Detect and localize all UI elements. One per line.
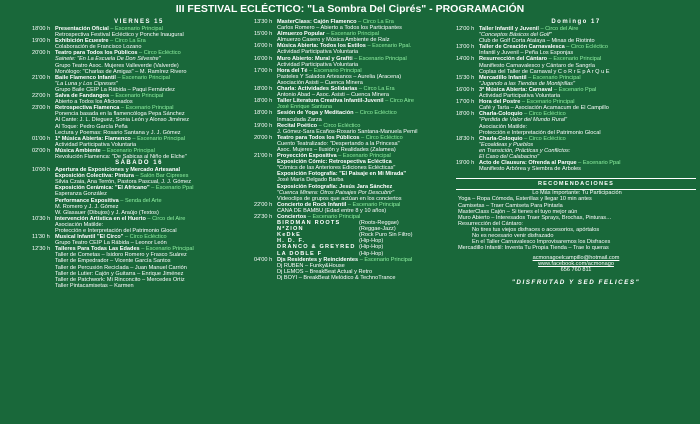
event-title: Al Toque: Pedro García Peña — [55, 123, 128, 130]
band-name: LA DOBLE F — [277, 250, 323, 257]
event-title: Actividad Participativa Voluntaria — [479, 93, 561, 100]
event-time: 19'00 h — [254, 122, 273, 129]
event-title: Café y Tarta – Asociación Acamacum de El Campillo — [479, 105, 609, 112]
event-title: Grupo Teatro CEIP La Rábida – Leonor León — [55, 240, 167, 247]
event-venue: – Escenario Principal — [306, 214, 361, 220]
event-title: Colaboración de Francisco Lozano — [55, 44, 142, 51]
event-title: Sainete: "En La Escuela De Don Silvestre" — [55, 56, 161, 63]
event-title: Charla: Actividades Solidarias — [277, 86, 358, 93]
event-venue: – Circo del Aire — [145, 215, 186, 222]
event-venue: – Escenario Principal — [358, 256, 413, 263]
band-genre: (Rock Puro Sin Filtro) — [359, 232, 413, 239]
event-title: Revolución Flamenca: "De Sabicas al Niño de Elche" — [55, 153, 187, 160]
recommendation-line: No tires tus viejos disfraces o accesorios, apórtalos — [472, 226, 600, 233]
event-venue: – Escenario Principal — [352, 55, 407, 62]
event-title: Musical Infantil "El Circo" — [55, 234, 124, 241]
event-venue: – Escenario Principal — [346, 201, 401, 208]
event-title: "Cómics de las Anteriores Ediciones Eclécticas" — [277, 165, 396, 172]
event-text — [479, 166, 696, 172]
event-title: Almuerzo Casero y Música Ambiente de Raíz — [277, 37, 390, 44]
event-venue: – Salón Bar Cipreses — [133, 173, 189, 180]
event-venue: – Escenario Principal — [139, 246, 194, 253]
event-title: Manifiesto Árbórea y Siembra de Árboles — [479, 166, 581, 173]
event-title: Teatro para Todos los Públicos — [55, 50, 138, 57]
event-title: Talleres Para Todas Las Edades — [55, 246, 140, 253]
recommendation-line: No es necesario venir disfrazado — [472, 233, 554, 239]
event-title: "Jugando a las Tiendas de Montijrillas" — [479, 80, 575, 87]
event-title: "Conceptos Básicos del Golf" — [479, 32, 552, 39]
event-title: Charla-Coloquio — [479, 111, 523, 118]
event-title: Grupo Teatro Asoc. Mujeres Valleverde (Valverde) — [55, 62, 179, 69]
event-venue: – Senda del Arte — [118, 197, 162, 204]
event-time: 12'30 h — [32, 246, 51, 253]
event-title: Ponencia basada en la flamencóloga Pepa Sánchez — [55, 111, 185, 118]
event-venue: – Circo del Aire — [538, 26, 579, 32]
event-title: "Cuenca Minera: Otros Paisajes Por Descubrir" — [277, 189, 395, 196]
event-time: 12'00 h — [456, 26, 475, 32]
event-venue: – Circo Ecléctico — [359, 134, 403, 141]
event-title: Taller de Patchwork: Mi Rinconcito – Mercedes Ortiz — [55, 276, 185, 283]
event-venue: – Circo Ecléctico — [522, 111, 566, 118]
event-title: Taller Pintacamisetas – Karmen — [55, 282, 134, 289]
event-title: Esperanza González — [55, 191, 107, 198]
event-time: 19'00 h — [32, 38, 51, 45]
event-time: 18'00 h — [32, 26, 51, 32]
event-title: José Enrique Santana — [277, 104, 333, 111]
event-time: 10'30 h — [32, 215, 51, 222]
event-time: 04'00 h — [254, 256, 273, 263]
event-title: Charla-Coloquio — [479, 135, 523, 142]
event-title: Carlos Romero – Abierto a Todos los Participantes — [277, 25, 402, 32]
event-title: Baile Flamenco Infantil — [55, 74, 116, 81]
event-time: 21'00 h — [254, 153, 273, 160]
band-name: H. D. F. — [277, 238, 306, 245]
event-title: M. Romero y J. J. Gómez — [55, 203, 119, 210]
event-title: 3ª Música Abierta: Carnaval — [479, 86, 553, 93]
event-title: Intervención Artística en el Huerto — [55, 215, 146, 222]
event-title: Exposición Cerámica: "El Africano" — [55, 185, 150, 192]
recommendation-line: Yoga – Ropa Cómoda, Esterillas y llegar 10 min antes — [458, 196, 592, 203]
event-time: 13'00 h — [456, 44, 475, 51]
contact-facebook[interactable]: www.facebook.com/acmonago — [538, 261, 614, 268]
event-venue: – Escenario Principal — [520, 99, 575, 106]
event-title: Hora del Postre — [479, 99, 521, 106]
event-time: 20'00 h — [32, 50, 51, 57]
event-title: Coplas del Taller de Carnaval y C o R r E p A r Q u E — [479, 68, 610, 75]
event-title: Mercadillo Infantil — [479, 74, 527, 81]
event-title: "La Luna y Los Cipreses" — [55, 80, 118, 87]
event-venue: – Escenario Principal — [336, 153, 391, 160]
event-time: 13'30 h — [254, 19, 273, 25]
event-title: Hora del Té — [277, 67, 308, 74]
contact-phone: 656 760 811 — [560, 267, 592, 274]
recommendations-header: RECOMENDACIONES — [456, 178, 696, 190]
event-title: W. Glasauer (Dibujos) y J. Araújo (Textos) — [55, 209, 159, 216]
event-title: en Transición, Prácticas y Conflictos: — [479, 147, 571, 154]
recommendation-line: Resurrección del Cántaro: — [458, 220, 523, 227]
event-time: 15'30 h — [456, 74, 475, 81]
band-name: N*ZION — [277, 226, 304, 233]
event-time — [254, 275, 277, 281]
event-time — [456, 166, 479, 172]
event-time: 16'00 h — [254, 43, 273, 50]
event-title: Exposición Cómic: Retrospectiva Ecléctica — [277, 159, 392, 166]
event-venue: – Circo Ecléctico — [137, 50, 181, 57]
recommendation-line: Lo Más Importante: Tu Participación — [532, 190, 622, 197]
concert-lineup — [254, 220, 450, 257]
event-title: Dj LEMOS – BreakBeat Actual y Retro — [277, 268, 373, 275]
event-title: Asociación Matilde: — [55, 221, 104, 228]
contact-block — [456, 255, 696, 273]
band-name: KeDkE — [277, 232, 302, 239]
sunday-schedule — [456, 26, 696, 172]
event-title: Monólogo: "Charlas de Amigas" – M. Ramírez Rivero — [55, 68, 187, 75]
event-time: 14'00 h — [456, 56, 475, 63]
event-title: CAÑA DE BAMBÚ (Edad entre 8 y 10 años) — [277, 207, 387, 214]
event-venue: – Circo Ecléctico — [317, 122, 361, 129]
event-title: Resurrección del Cántaro — [479, 56, 548, 63]
event-title: Teatro para Todos los Públicos — [277, 134, 360, 141]
closing-motto: "DISFRUTAD Y SED FELICES" — [511, 278, 641, 286]
event-title: Pasteles Y Salados Artesanos – Aurelia (Aracena) — [277, 73, 402, 80]
saturday-schedule — [32, 167, 246, 289]
event-title: Antonio Abad – Asoc. Asisti – Cuenca Minera — [277, 92, 389, 99]
event-title: Retrospectiva Flamenca — [55, 105, 120, 112]
event-venue: – Circo Ecléctico — [123, 234, 167, 241]
event-time: 16'00 h — [254, 55, 273, 62]
band-name: BIRDMAN ROOTS — [277, 220, 341, 227]
event-title: Acto de Clausura: Ofrenda al Parque — [479, 160, 577, 167]
dj-schedule — [254, 257, 450, 281]
event-title: Taller de Creación Carnavalesca — [479, 44, 565, 51]
event-title: Recital Poético — [277, 122, 318, 129]
event-venue: – Circo Ecléctico — [522, 135, 566, 142]
event-title: Abierto a Todos los Aficionados — [55, 99, 133, 106]
event-title: "Ecoaldeas y Pueblos — [479, 141, 534, 148]
event-venue: – Escenario Principal — [307, 67, 362, 74]
event-title: Taller de Empedrador – Vicente García Santos — [55, 258, 171, 265]
event-title: Taller de Cometas – Isidoro Romero y Frasco Suárez — [55, 252, 187, 259]
event-venue: – Escenario Principal — [109, 93, 164, 100]
event-title: Lectura y Poemas: Rosario Santana y J. J. Gómez — [55, 129, 181, 136]
event-time: 19'00 h — [456, 160, 475, 167]
event-title: Actividad Participativa Voluntaria — [277, 61, 359, 68]
event-title: Música Ambiente — [55, 147, 101, 154]
event-time: 18'00 h — [254, 110, 273, 117]
event-title: Inmaculada Zarza — [277, 116, 322, 123]
event-title: Infantil y Juvenil – Peña Los Esponjas — [479, 50, 574, 57]
event-title: Videoclips de grupos que actúan en los conciertos — [277, 195, 402, 202]
event-title: El Caso del Calabacino" — [479, 153, 540, 160]
recommendation-line: Muro Abierto – Interesados Traer Sprays, Brochas, Pinturas… — [458, 214, 612, 221]
event-venue: – Escenario Principal — [100, 147, 155, 154]
event-time: 11'30 h — [32, 234, 50, 241]
event-time: 18'00 h — [254, 98, 273, 105]
event-venue: – Escenario Principal — [547, 56, 602, 63]
event-title: Performance Expositiva — [55, 197, 119, 204]
event-title: Actividad Participativa Voluntaria — [55, 141, 137, 148]
recommendation-line: Camisetas – Traer Camiseta Para Pintarla — [458, 202, 563, 209]
event-title: Silvia Czaia, Ana Terrón, Pastora Pascual, J. J. Gómez — [55, 179, 192, 186]
event-time: 22'00 h — [254, 201, 273, 208]
event-venue: – Escenario Ppal — [149, 185, 194, 192]
recommendation-line: MasterClass Cajón – Si tienes el tuyo mejor aún — [458, 208, 578, 215]
event-venue: – Escenario Principal — [130, 135, 185, 142]
event-title: Asociación Matilde: — [479, 123, 528, 130]
day-header-friday: VIERNES 15 — [114, 19, 164, 25]
day-header-sunday: Domingo 17 — [551, 19, 601, 25]
event-title: José María Delgado Barba — [277, 177, 344, 184]
event-time: 18'00 h — [254, 86, 273, 93]
event-title: Almuerzo Popular — [277, 31, 325, 38]
event-venue: – Escenario Principal — [119, 105, 174, 112]
event-title: Sesión de Yoga y Meditación — [277, 110, 354, 117]
event-title: Taller Literatura Creativa Infantil-Juvenil — [277, 98, 384, 105]
band-name: DRANCO & GREYRED — [277, 244, 356, 251]
event-title: Dj BOYI – BreakBeat Melódico & TechnoTrance — [277, 274, 396, 281]
event-venue: – Escenario Principal — [526, 74, 581, 81]
recommendations-list — [456, 190, 696, 251]
event-time: 18'30 h — [456, 135, 475, 142]
event-venue: – Circo Ecléctico — [564, 44, 608, 51]
event-title: Apertura de Exposiciones y Mercado Artesanal — [55, 167, 181, 174]
event-title: Cuento Teatralizado: "Despertando a la Princesa" — [277, 140, 400, 147]
event-time: 16'00 h — [456, 86, 475, 93]
event-time: 02'00 h — [32, 147, 51, 154]
event-title: Concierto de Rock Infantil — [277, 201, 347, 208]
event-title: Protección e Interpretación del Patrimonio Glocal — [479, 129, 601, 136]
contact-email[interactable]: acmonagoelcampillo@hotmail.com — [532, 255, 620, 262]
event-title: Taller de Percusión Reciclada – Juan Manuel Carrión — [55, 264, 187, 271]
band-genre: (Reggae-Jazz) — [359, 226, 396, 233]
day-header-saturday: SÁBADO 16 — [115, 160, 163, 167]
event-title: Taller Infantil y Juvenil — [479, 26, 539, 32]
event-title: Grupo Baile CEIP La Rábida – Paqui Fernández — [55, 86, 175, 93]
event-time: 20'00 h — [254, 134, 273, 141]
event-time: 01'00 h — [32, 135, 51, 142]
event-title: Manifiesto Carnavalesco y Cántaro de Sangría — [479, 62, 595, 69]
schedule-detail-row — [32, 283, 246, 289]
event-time: 17'00 h — [456, 99, 475, 106]
event-title: Asoc. Mujeres – Ilusión y Realidades (Zalamea) — [277, 146, 396, 153]
event-title: Exposición Fotografía: "El Paisaje en Mi Mirada" — [277, 171, 407, 178]
event-venue: – Escenario Ppal. — [365, 43, 412, 50]
saturday-afternoon-schedule — [254, 19, 450, 220]
event-title: "Perdida de Valor del Mundo Rural" — [479, 117, 568, 124]
event-time: 21'00 h — [32, 74, 51, 81]
event-venue: – Escenario Principal — [324, 31, 379, 38]
event-time — [32, 154, 55, 160]
event-time: 10'00 h — [32, 167, 51, 174]
schedule-detail-row — [456, 166, 696, 172]
column-saturday-continued — [254, 19, 450, 281]
event-title: Actividad Participativa Voluntaria — [277, 49, 359, 56]
event-time — [32, 283, 55, 289]
event-title: Protección e Interpretación del Patrimonio Glocal — [55, 228, 177, 234]
event-title: Dj RUBÉN – Funky&House — [277, 262, 345, 269]
event-title: Exposición Colectiva: Pintura — [55, 173, 134, 180]
schedule-detail-row — [254, 275, 450, 281]
event-time: 22'30 h — [254, 214, 273, 220]
event-venue: – Escenario Ppal — [552, 86, 597, 93]
event-time: 15'00 h — [254, 31, 273, 38]
event-title: Proyección Expositiva — [277, 153, 337, 160]
event-title: Taller de Lutier: Cajón y Guitarra – Enrique Jiménez — [55, 270, 184, 277]
event-venue: – Escenario Ppal — [576, 160, 621, 167]
event-time: 23'00 h — [32, 105, 51, 112]
event-text — [277, 275, 450, 281]
band-genre: (Roots-Reggae) — [359, 220, 399, 227]
event-title: Muro Abierto: Mural y Grafiti — [277, 55, 353, 62]
recommendation-line: Mercadillo Infantil: Inventa Tu Propia Tienda – Trae lo queras — [458, 245, 609, 252]
event-title: Club de Golf Corta Atalaya – Minas de Riotinto — [479, 38, 595, 45]
band-genre: (Hip-Hop) — [359, 250, 384, 257]
event-venue: – Escenario Principal — [115, 74, 171, 81]
event-title: Música Abierta: Todos los Estilos — [277, 43, 366, 50]
friday-schedule — [32, 26, 246, 160]
event-title: Djs Residentes y Reincidentes — [277, 256, 359, 263]
event-title: Presentación Oficial — [55, 26, 109, 32]
event-title: Conciertos — [277, 214, 307, 220]
page-title: III FESTIVAL ECLÉCTICO: "La Sombra Del Ciprés" - PROGRAMACIÓN — [175, 3, 525, 15]
recommendation-line: En el Taller Carnavalesco Improvisaremos los Disfraces — [472, 239, 611, 246]
event-title: Exposición Fotografía: Jesús Jara Sánchez — [277, 183, 393, 190]
column-sunday — [456, 19, 696, 286]
column-friday-saturday — [32, 19, 246, 289]
event-title: Al Cante: J. L. Díeguez, Sonia León y Alonso Jiménez — [55, 117, 190, 124]
event-title: Retrospectiva Festival Ecléctico y Ponche Inaugural — [55, 32, 184, 39]
event-venue: – Circo La Era — [357, 86, 395, 93]
event-title: MasterClass: Cajón Flamenco — [277, 19, 357, 25]
event-title: Asociación Asisti – Cuenca Minera — [277, 79, 363, 86]
event-title: Exhibición Ecuestre — [55, 38, 109, 45]
event-title: Salva de Fandangos — [55, 93, 110, 100]
event-venue: – Circo Ecléctico — [353, 110, 397, 117]
event-venue: – Circo La Era — [108, 38, 146, 45]
event-time: 18'00 h — [456, 111, 475, 118]
event-venue: – Escenario Principal — [108, 26, 163, 32]
event-venue: – Circo La Era — [356, 19, 394, 25]
event-text — [55, 283, 246, 289]
event-venue: – Circo Aire — [383, 98, 414, 105]
event-time: 17'00 h — [254, 67, 273, 74]
event-title: 1ª Música Abierta: Flamenco — [55, 135, 131, 142]
band-genre: (Hip-Hop) — [359, 238, 384, 245]
event-title: J. Gómez-Sara Ecaños-Rosario Santana-Manuela Pernil — [277, 128, 418, 135]
band-genre: (Hip-Hop) — [359, 244, 384, 251]
event-time: 22'00 h — [32, 93, 51, 100]
